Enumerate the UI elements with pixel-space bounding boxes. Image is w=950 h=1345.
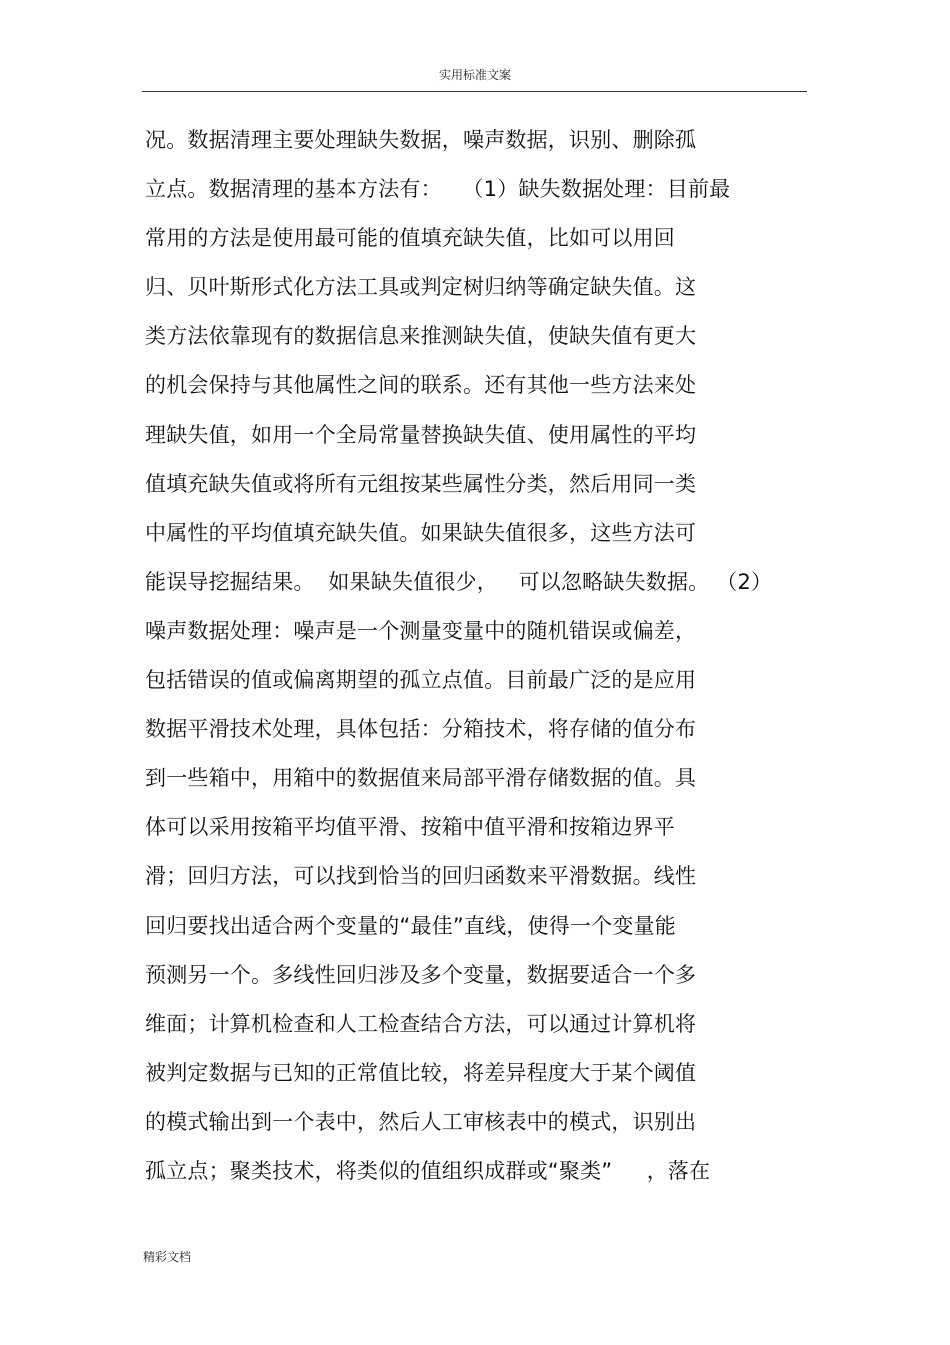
- text-line: 的模式输出到一个表中，然后人工审核表中的模式，识别出: [145, 1109, 697, 1134]
- text-line: 常用的方法是使用最可能的值填充缺失值，比如可以用回: [145, 226, 675, 251]
- text-line: 预测另一个。多线性回归涉及多个变量，数据要适合一个多: [145, 962, 697, 987]
- text-line: 能误导挖掘结果。 如果缺失值很少， 可以忽略缺失数据。 （2）: [145, 569, 773, 594]
- text-line: 到一些箱中，用箱中的数据值来局部平滑存储数据的值。具: [145, 766, 697, 791]
- text-line: 况。数据清理主要处理缺失数据，噪声数据，识别、删除孤: [145, 128, 697, 152]
- page-footer: 精彩文档: [143, 1250, 192, 1264]
- text-line: 滑；回归方法，可以找到恰当的回归函数来平滑数据。线性: [145, 864, 697, 889]
- text-line: 包括错误的值或偏离期望的孤立点值。目前最广泛的是应用: [145, 668, 697, 693]
- text-line: 被判定数据与已知的正常值比较，将差异程度大于某个阈值: [145, 1060, 697, 1085]
- text-line: 值填充缺失值或将所有元组按某些属性分类，然后用同一类: [145, 471, 697, 496]
- text-line: 立点。数据清理的基本方法有： （1）缺失数据处理：目前最: [145, 177, 731, 202]
- text-line: 噪声数据处理：噪声是一个测量变量中的随机错误或偏差，: [145, 618, 697, 643]
- text-line: 归、贝叶斯形式化方法工具或判定树归纳等确定缺失值。这: [145, 275, 697, 300]
- text-line: 中属性的平均值填充缺失值。如果缺失值很多，这些方法可: [145, 520, 697, 545]
- text-line: 类方法依靠现有的数据信息来推测缺失值，使缺失值有更大: [145, 324, 697, 349]
- header-divider: [142, 91, 807, 92]
- text-line: 孤立点；聚类技术，将类似的值组织成群或“聚类” ，落在: [145, 1158, 711, 1183]
- body-text: [145, 120, 845, 1200]
- text-line: 理缺失值，如用一个全局常量替换缺失值、使用属性的平均: [145, 422, 697, 447]
- text-line: 维面；计算机检查和人工检查结合方法，可以通过计算机将: [145, 1011, 697, 1036]
- text-line: 的机会保持与其他属性之间的联系。还有其他一些方法来处: [145, 373, 697, 398]
- text-line: 数据平滑技术处理，具体包括：分箱技术，将存储的值分布: [145, 717, 697, 742]
- text-line: 体可以采用按箱平均值平滑、按箱中值平滑和按箱边界平: [145, 815, 675, 840]
- page-header: 实用标准文案: [438, 68, 511, 82]
- text-line: 回归要找出适合两个变量的“最佳”直线，使得一个变量能: [145, 913, 676, 938]
